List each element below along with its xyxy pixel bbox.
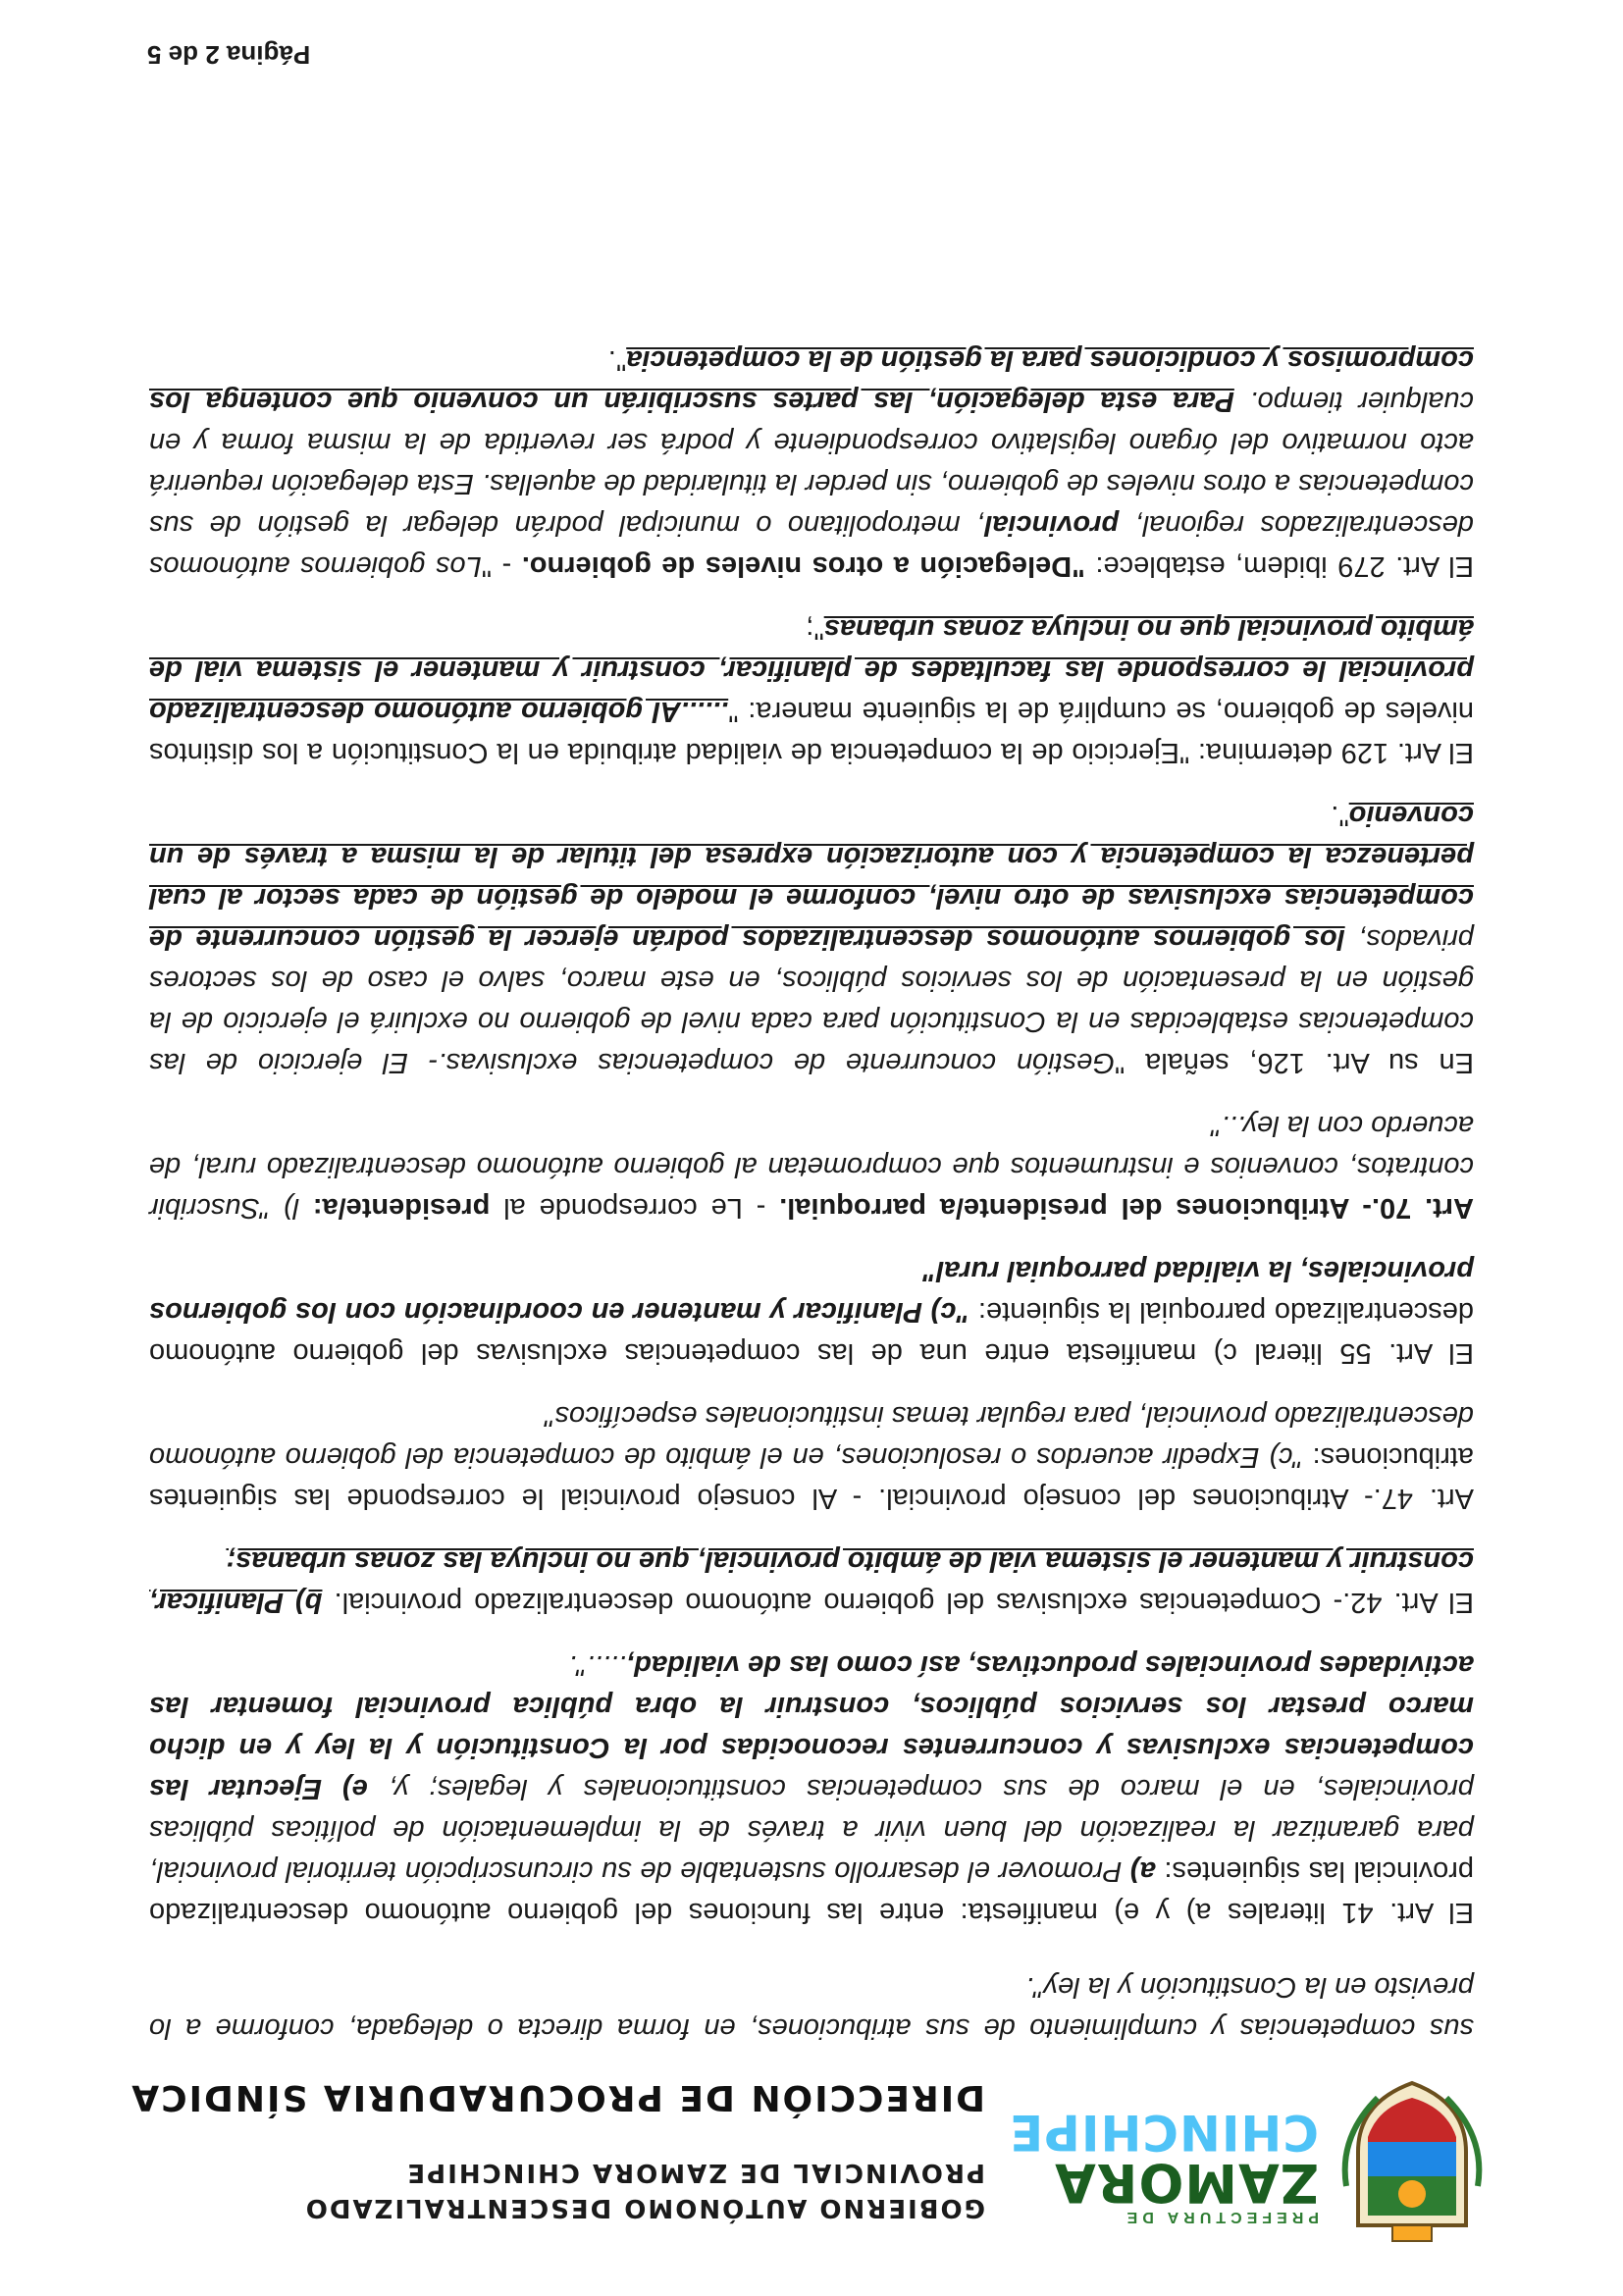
- paragraph-text: , metropolitano o municipal podrán delegar la gestión de sus competencias a otros niveles de gobierno, sin perder la titularidad de aquellas. Esta delegación requerirá acto normativo del órgano legislativo correspondiente y podrá ser revertida de la misma forma y en cualquier tiempo.: [149, 386, 1474, 541]
- institution-line-1: GOBIERNO AUTÓNOMO DESCENTRALIZADO: [303, 2193, 985, 2222]
- paragraph-text: provincial: [984, 509, 1120, 541]
- paragraph-art-42: [149, 1540, 1474, 1623]
- paragraph-art-41: [149, 1644, 1474, 1933]
- brand-logo: [1009, 2104, 1319, 2225]
- paragraph-text: En su Art. 126, señala ": [1114, 1047, 1474, 1078]
- coat-of-arms-icon: [1338, 2078, 1486, 2245]
- page-number: Página 2 de 5: [147, 40, 311, 70]
- paragraph-text: a): [1129, 1855, 1156, 1887]
- paragraph-text: e) Ejecutar las competencias exclusivas y concurrentes reconocidas por la Constitución y la ley y en dicho marco prestar los servicios públicos, construir la obra pública provincial fomentar las actividades provinciales productivas, así como las de vialidad,: [149, 1649, 1474, 1804]
- paragraph-text: Art. 70.- Atribuciones del presidente/a parroquial.: [779, 1192, 1474, 1224]
- paragraph-text: presidente/a:: [312, 1192, 491, 1224]
- brand-prefix: PREFECTURA DE: [1122, 2209, 1319, 2225]
- document-body: [149, 318, 1474, 2049]
- paragraph-text: Art. 47.- Atribuciones del consejo provincial. - Al consejo provincial le corresponde las siguientes atribuciones:: [149, 1441, 1474, 1514]
- letterhead: [112, 2059, 1505, 2255]
- paragraph-text: l) "Suscribir contratos, convenios e instrumentos que comprometan al gobierno autónomo descentralizado rural, de acuerdo con la ley...": [148, 1110, 1474, 1224]
- paragraph-text: ......Al gobierno autónomo descentralizado provincial le corresponde las facultades de planificar, construir y mantener el sistema vial de ámbito provincial que no incluya zonas urbanas: [149, 613, 1474, 727]
- paragraph-continuation: [149, 1966, 1474, 2049]
- paragraph-art-129: [149, 608, 1474, 773]
- paragraph-text: El Art. 41 literales a) y e) manifiesta: entre las funciones del gobierno autónomo descentralizado provincial las siguientes:: [149, 1855, 1474, 1928]
- paragraph-text: Promover el desarrollo sustentable de su circunscripción territorial provincial, para garantizar la realización del buen vivir a través de la implementación de políticas públicas provinciales, en el marco de sus competencias constitucionales y legales; y,: [149, 1773, 1474, 1887]
- paragraph-text: .....".: [568, 1649, 627, 1681]
- paragraph-text: "c) Expedir acuerdos o resoluciones, en el ámbito de competencia del gobierno autónomo descentralizado provincial, para regular temas institucionales específicos": [149, 1400, 1474, 1473]
- paragraph-text: sus competencias y cumplimiento de sus atribuciones, en forma directa o delegada, conforme a lo previsto en la Constitución y la ley".: [149, 1971, 1474, 2044]
- paragraph-text: "c) Planificar y mantener en coordinación con los gobiernos provinciales, la vialidad parroquial rural": [148, 1255, 1474, 1328]
- paragraph-text: b) Planificar, construir y mantener el sistema vial de ámbito provincial, que no incluya las zonas urbanas;: [149, 1545, 1474, 1618]
- paragraph-text: - ": [481, 550, 522, 582]
- brand-name-chinchipe: CHINCHIPE: [1009, 2104, 1319, 2161]
- paragraph-text: ".: [607, 344, 627, 376]
- brand-name-zamora: ZAMORA: [1054, 2152, 1319, 2214]
- paragraph-text: "Delegación a otros niveles de gobierno.: [521, 550, 1085, 582]
- paragraph-art-279: [149, 339, 1474, 587]
- paragraph-text: - Le corresponde al: [490, 1192, 780, 1224]
- paragraph-art-70: [149, 1105, 1474, 1228]
- paragraph-text: El Art. 129 determina: "Ejercicio de la competencia de vialidad atribuida en la Constitución a los distintos niveles de gobierno, se cumplirá de la siguiente manera: ": [149, 696, 1474, 768]
- paragraph-text: Para esta delegación, las partes suscribirán un convenio que contenga los compromisos y condiciones para la gestión de la competencia: [148, 344, 1474, 417]
- paragraph-text: Los gobiernos autónomos descentralizados regional,: [149, 509, 1474, 582]
- paragraph-art-55: [149, 1250, 1474, 1374]
- paragraph-art-126: [149, 795, 1474, 1083]
- paragraph-text: El Art. 42.- Competencias exclusivas del gobierno autónomo descentralizado provincial.: [322, 1587, 1474, 1618]
- paragraph-text: ".: [1331, 800, 1349, 831]
- paragraph-text: El Art. 279 ibidem, establece:: [1084, 550, 1474, 582]
- paragraph-text: los gobiernos autónomos descentralizados podrán ejercer la gestión concurrente de competencias exclusivas de otro nivel, conforme el modelo de gestión de cada sector al cual pertenezca la competencia y con autorización expresa del titular de la misma a través de un convenio: [149, 800, 1474, 955]
- paragraph-text: ";: [806, 613, 824, 645]
- direction-title: DIRECCIÓN DE PROCURADURIA SÍNDICA: [130, 2077, 985, 2117]
- paragraph-text: Gestión concurrente de competencias exclusivas.- El ejercicio de las competencias establecidas en la Constitución para cada nivel de gobierno no excluirá el ejercicio de la gestión en la presentación de los servicios públicos, en este marco, salvo el caso de los sectores privados,: [148, 923, 1474, 1078]
- paragraph-art-47: [149, 1395, 1474, 1519]
- institution-block: [122, 2077, 985, 2225]
- paragraph-text: El Art. 55 literal c) manifiesta entre una de las competencias exclusivas del gobierno autónomo descentralizado parroquial la siguiente:: [149, 1296, 1474, 1369]
- institution-line-2: PROVINCIAL DE ZAMORA CHINCHIPE: [405, 2158, 985, 2187]
